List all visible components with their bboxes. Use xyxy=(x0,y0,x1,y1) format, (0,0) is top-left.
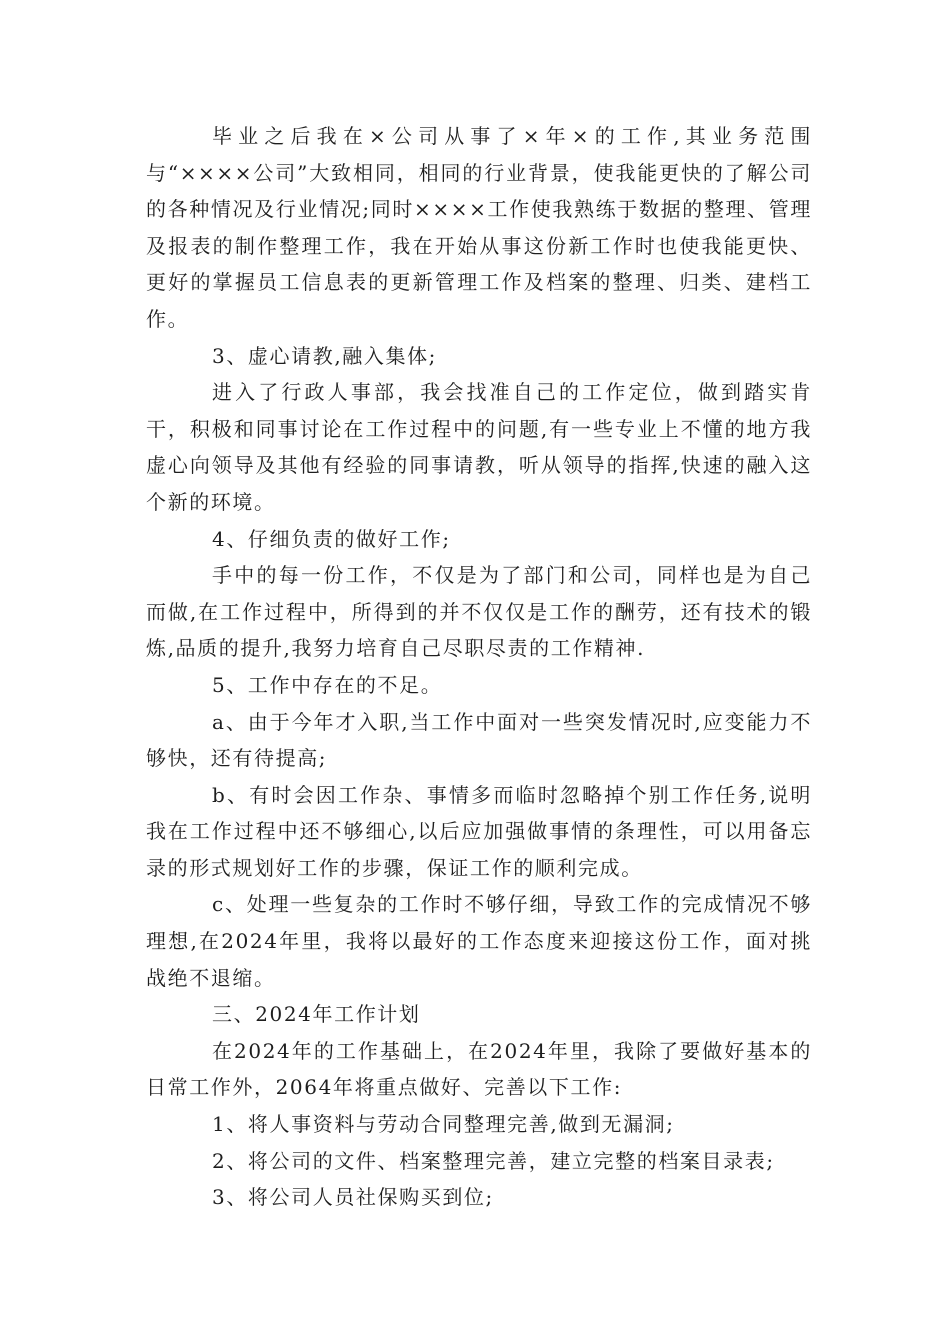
paragraph-shortcoming-b: b、有时会因工作杂、事情多而临时忽略掉个别工作任务,说明我在工作过程中还不够细心,以后应加强做事情的条理性，可以用备忘录的形式规划好工作的步骤，保证工作的顺利完成。 xyxy=(146,782,812,880)
plan-item-3: 3、将公司人员社保购买到位; xyxy=(212,1185,494,1210)
document-body xyxy=(146,118,812,1216)
paragraph-shortcoming-c: c、处理一些复杂的工作时不够仔细，导致工作的完成情况不够理想,在2024年里，我将以最好的工作态度来迎接这份工作，面对挑战绝不退缩。 xyxy=(146,892,812,990)
paragraph-shortcoming-a: a、由于今年才入职,当工作中面对一些突发情况时,应变能力不够快，还有待提高; xyxy=(146,709,812,771)
plan-item-2: 2、将公司的文件、档案整理完善，建立完整的档案目录表; xyxy=(212,1148,775,1173)
plan-item-1: 1、将人事资料与劳动合同整理完善,做到无漏洞; xyxy=(212,1112,675,1137)
section-heading-plan: 三、2024年工作计划 xyxy=(212,1002,421,1027)
heading-item-4: 4、仔细负责的做好工作; xyxy=(212,526,451,551)
heading-item-5: 5、工作中存在的不足。 xyxy=(212,672,443,697)
heading-item-3: 3、虚心请教,融入集体; xyxy=(212,343,438,368)
paragraph-join-team: 进入了行政人事部，我会找准自己的工作定位，做到踏实肯干，积极和同事讨论在工作过程中的问题,有一些专业上不懂的地方我虚心向领导及其他有经验的同事请教，听从领导的指挥,快速的融入这个新的环境。 xyxy=(146,380,812,514)
paragraph-plan-intro: 在2024年的工作基础上，在2024年里，我除了要做好基本的日常工作外，2064年将重点做好、完善以下工作: xyxy=(146,1038,812,1100)
paragraph-work-experience: 毕业之后我在×公司从事了×年×的工作,其业务范围与“××××公司”大致相同，相同的行业背景，使我能更快的了解公司的各种情况及行业情况;同时××××工作使我熟练于数据的整理、管理及报表的制作整理工作，我在开始从事这份新工作时也使我能更快、更好的掌握员工信息表的更新管理工作及档案的整理、归类、建档工作。 xyxy=(146,124,812,331)
paragraph-careful-work: 手中的每一份工作，不仅是为了部门和公司，同样也是为自己而做,在工作过程中，所得到的并不仅仅是工作的酬劳，还有技术的锻炼,品质的提升,我努力培育自己尽职尽责的工作精神. xyxy=(146,563,812,661)
